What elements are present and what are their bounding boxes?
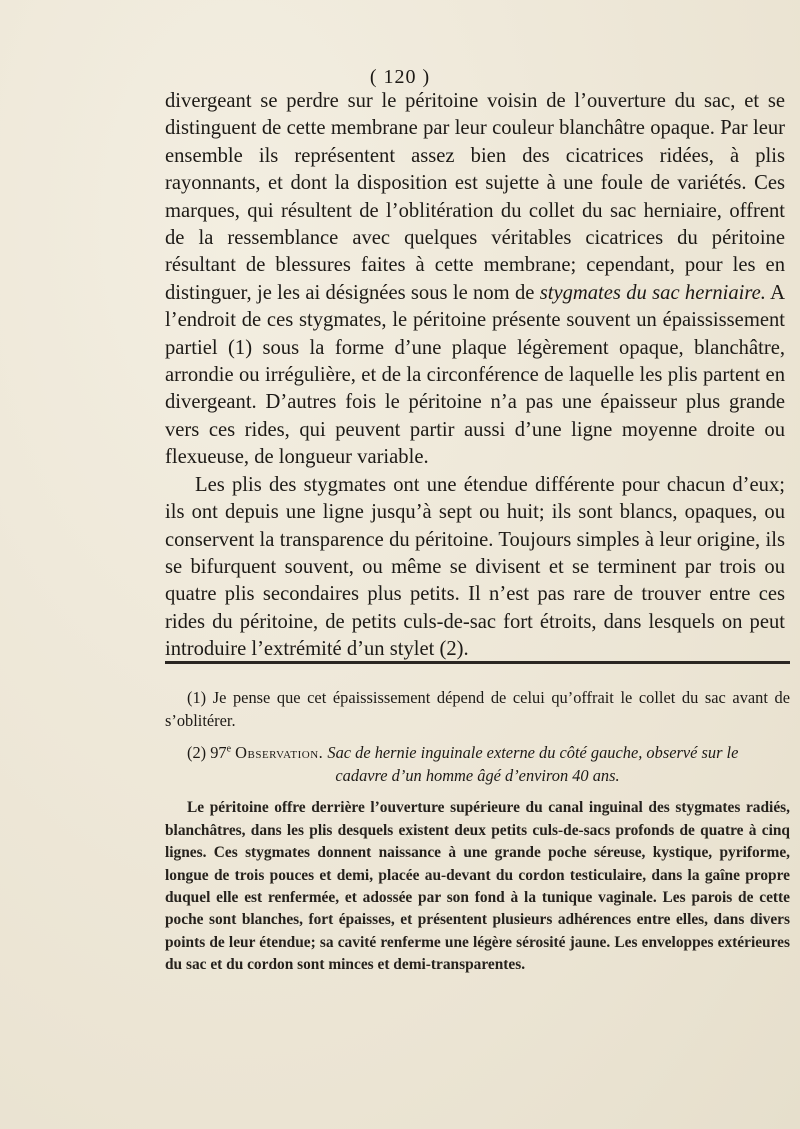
footnote-2-body: Le péritoine offre derrière l’ouverture supérieure du canal inguinal des stygmates radiés, blanchâtres, dans les plis desquels existent deux petits culs-de-sacs profonds de quatre à cinq lignes. Ces stygmates donnent naissance à une grande poche séreuse, kystique, pyriforme, longue de trois pouces et demi, placée au-devant du cordon testiculaire, dans la gaîne propre duquel elle est renfermée, et adossée par son fond à la tunique vaginale. Les parois de cette poche sont blanches, fort épaisses, et présentent plusieurs adhérences entre elles, dans divers points de leur étendue; sa cavité renferme une légère sérosité jaune. Les enveloppes extérieures du sac et du cordon sont minces et demi-transparentes. bbox=[165, 799, 790, 974]
footnote-2-marker-sup: e bbox=[226, 743, 232, 755]
paragraph-1-text-a: divergeant se perdre sur le péritoine voisin de l’ouverture du sac, et se distinguent de cette membrane par leur couleur blanchâtre opaque. Par leur ensemble ils représentent assez bien des cicatrices ridées, à plis rayonnants, et dont la disposition est sujette à une foule de variétés. Ces marques, qui résultent de l’oblitération du collet du sac herniaire, offrent de la ressemblance avec quelques véritables cicatrices du péritoine résultant de blessures faites à cette membrane; cependant, pour les en distinguer, je les ai désignées sous le nom de bbox=[165, 90, 785, 304]
footnote-2-title bbox=[165, 742, 790, 765]
paragraph-1 bbox=[165, 88, 785, 472]
footnote-2-title-italic: Sac de hernie inguinale externe du côté gauche, observé sur le bbox=[327, 743, 739, 763]
footnotes bbox=[165, 687, 790, 977]
footnote-2-heading: Observation. bbox=[235, 743, 324, 763]
footnote-2-marker: (2) 97 bbox=[187, 743, 227, 763]
paragraph-1-italic-term: stygmates du sac herniaire. bbox=[539, 281, 766, 304]
footnote-1: (1) Je pense que cet épaississement dépend de celui qu’offrait le collet du sac avant de s’oblitérer. bbox=[165, 688, 790, 730]
paragraph-1-text-b: A l’endroit de ces stygmates, le péritoine présente souvent un épaississement partiel (1) sous la forme d’une plaque légèrement opaque, blanchâtre, arrondie ou irrégulière, et de la circonférence de laquelle les plis partent en divergeant. D’autres fois le péritoine n’a pas une épaisseur plus grande vers ces rides, qui peuvent partir aussi d’une ligne moyenne droite ou flexueuse, de longueur variable. bbox=[165, 281, 785, 469]
main-text bbox=[165, 88, 785, 664]
footnote-2-subtitle: cadavre d’un homme âgé d’environ 40 ans. bbox=[335, 765, 620, 785]
footnote-divider bbox=[165, 661, 790, 664]
paragraph-2: Les plis des stygmates ont une étendue différente pour chacun d’eux; ils ont depuis une ligne jusqu’à sept ou huit; ils sont blancs, opaques, ou conservent la transparence du péritoine. Toujours simples à leur origine, ils se bifurquent souvent, ou même se divisent et se terminent par trois ou quatre plis secondaires plus petits. Il n’est pas rare de trouver entre ces rides du péritoine, de petits culs-de-sac fort étroits, dans lesquels on peut introduire l’extrémité d’un stylet (2). bbox=[165, 473, 785, 661]
page-number: ( 120 ) bbox=[369, 66, 431, 88]
